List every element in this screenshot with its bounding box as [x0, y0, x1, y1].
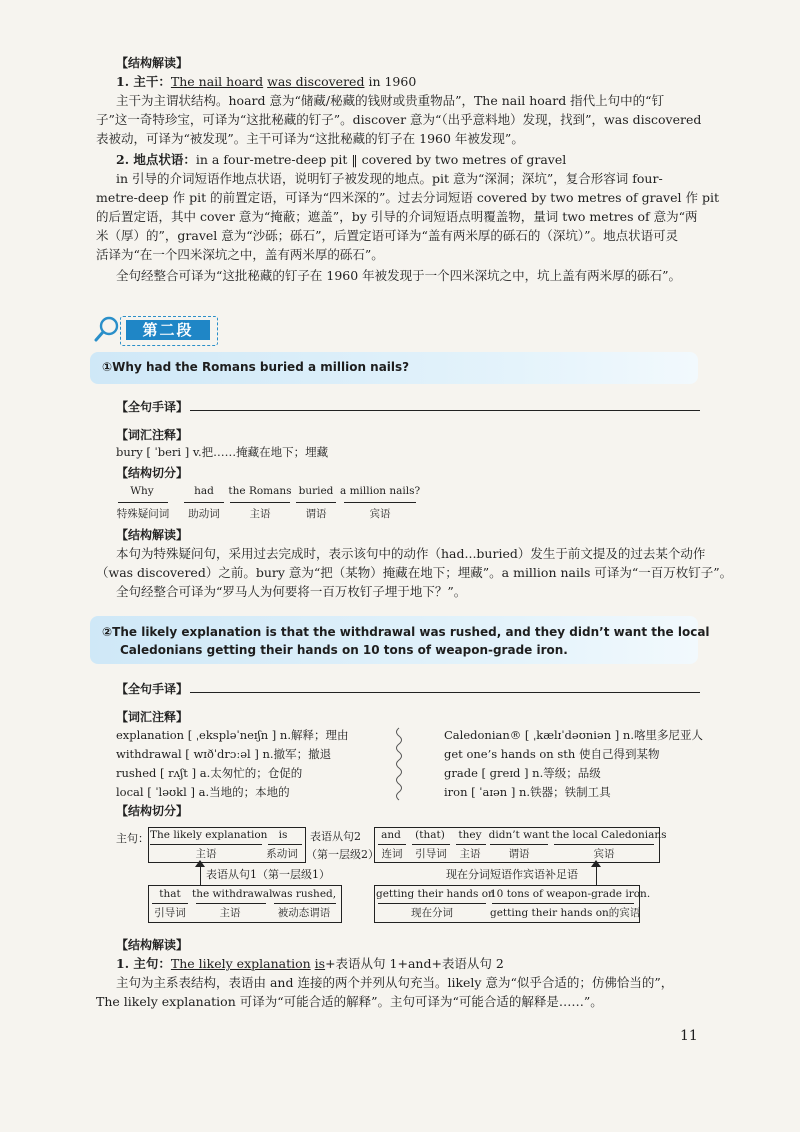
paragraph-line: 主干为主谓状结构。hoard 意为“储藏/秘藏的钱财或贵重物品”，The nail hoard 指代上句中的“钉: [116, 93, 665, 108]
item1-label: 1. 主干：: [116, 74, 171, 89]
q1-part-role: 特殊疑问词: [116, 508, 170, 520]
participle-label: 现在分词短语作宾语补足语: [446, 868, 578, 881]
participle-word: 10 tons of weapon-grade iron.: [490, 888, 651, 900]
clause1-word: that: [159, 888, 181, 900]
paragraph-line: The likely explanation 可译为“可能合适的解释”。主句可译为“可能合适的解释是……”。: [96, 994, 603, 1009]
main-role: 系动词: [266, 848, 298, 860]
q1-struct-label: 【结构切分】: [116, 466, 189, 480]
item1-subject: The nail hoard: [170, 74, 264, 89]
clause1-word: was rushed,: [271, 888, 337, 900]
section-title: 第二段: [126, 320, 210, 340]
main-role: 主语: [195, 848, 217, 860]
summary-line: 全句经整合可译为“这批秘藏的钉子在 1960 年被发现于一个四米深坑之中，坑上盖有两米厚的砾石”。: [116, 268, 682, 283]
clause1-label: 表语从句1（第一层级1）: [206, 868, 330, 881]
q1-part-word: the Romans: [228, 485, 292, 497]
diagram-main-label: 主句：: [116, 832, 149, 845]
paragraph-line: 表被动，可译为“被发现”。主干可译为“这批秘藏的钉子在 1960 年被发现”。: [96, 131, 524, 146]
q2-struct-label: 【结构切分】: [116, 804, 189, 818]
clause1-role: 被动态谓语: [277, 907, 331, 919]
participle-role: 现在分词: [411, 907, 453, 919]
q2-analysis-label: 【结构解读】: [116, 938, 189, 952]
arrow-up-icon: [195, 860, 205, 867]
clause2-role: 引导词: [415, 848, 447, 860]
q1-part-role: 宾语: [369, 508, 391, 520]
main-word: is: [278, 829, 288, 841]
q2-translate-label: 【全句手译】: [116, 682, 189, 696]
question-2-sentence-line2: Caledonians getting their hands on 10 tons of weapon-grade iron.: [120, 643, 568, 657]
q2-vocab-right: iron [ ˈaɪən ] n.铁器；铁制工具: [444, 785, 611, 799]
clause1-role: 引导词: [154, 907, 186, 919]
q1-part-role: 主语: [249, 508, 271, 520]
question-2-box: [90, 616, 710, 664]
clause2-word: they: [458, 829, 482, 841]
q2-translate-blank[interactable]: [190, 678, 700, 693]
q2-analysis-verb: is: [314, 956, 326, 971]
paragraph-line: 米（厚）的”，gravel 意为“沙砾；砾石”，后置定语可译为“盖有两米厚的砾石的（深坑）”。地点状语可灵: [96, 228, 679, 243]
q1-part-word: Why: [130, 485, 154, 497]
q1-vocab-line: bury [ ˈberi ] v.把……掩藏在地下；埋藏: [116, 445, 329, 459]
clause2-label-a: 表语从句2: [310, 830, 361, 843]
item1-tail: in 1960: [368, 74, 417, 89]
paragraph-line: 的后置定语，其中 cover 意为“掩蔽；遮盖”，by 引导的介词短语点明覆盖物，量词 two metres of 意为“两: [96, 209, 698, 224]
item1-heading: [116, 72, 416, 91]
q1-part-word: had: [194, 485, 214, 497]
paragraph-line: 主句为主系表结构，表语由 and 连接的两个并列从句充当。likely 意为“似乎合适的；仿佛恰当的”，: [116, 975, 674, 990]
q1-analysis-label: 【结构解读】: [116, 528, 189, 542]
clause2-word: and: [381, 829, 401, 841]
page-number: 11: [680, 1028, 698, 1044]
clause1-role: 主语: [219, 907, 241, 919]
item2-heading: [116, 150, 566, 169]
q1-translate-label: 【全句手译】: [116, 400, 189, 414]
structure-analysis-heading: 【结构解读】: [116, 56, 189, 70]
q2-vocab-label: 【词汇注释】: [116, 710, 189, 724]
paragraph-line: 本句为特殊疑问句，采用过去完成时，表示该句中的动作（had...buried）发生于前文提及的过去某个动作: [116, 546, 706, 561]
clause2-word: (that): [415, 829, 445, 841]
question-1-box: [90, 352, 698, 384]
q2-vocab-left: rushed [ rʌʃt ] a.太匆忙的；仓促的: [116, 766, 303, 780]
question-2-sentence-line1: ②The likely explanation is that the withdrawal was rushed, and they didn’t want the local: [102, 625, 710, 639]
arrow-up-icon: [591, 860, 601, 867]
clause2-role: 主语: [459, 848, 481, 860]
q2-vocab-right: grade [ ɡreɪd ] n.等级；品级: [444, 766, 601, 780]
q1-part-word: buried: [298, 485, 334, 497]
clause2-role: 宾语: [593, 848, 615, 860]
item2-label: 2. 地点状语：: [116, 152, 196, 167]
q1-part-word: a million nails?: [340, 485, 421, 497]
q2-vocab-right: Caledonian® [ ˌkælɪˈdəʊniən ] n.喀里多尼亚人: [444, 728, 703, 742]
paragraph-line: （was discovered）之前。bury 意为“把（某物）掩藏在地下；埋藏”。a million nails 可译为“一百万枚钉子”。: [96, 565, 733, 580]
item2-text: in a four-metre-deep pit ‖ covered by two metres of gravel: [195, 152, 567, 167]
paragraph-line: 活译为“在一个四米深坑之中，盖有两米厚的砾石”。: [96, 247, 384, 262]
paragraph-line: in 引导的介词短语作地点状语，说明钉子被发现的地点。pit 意为“深洞；深坑”，复合形容词 four-: [116, 171, 663, 186]
q1-part-role: 谓语: [305, 508, 327, 520]
clause1-word: the withdrawal: [192, 888, 273, 900]
clause2-role: 连词: [381, 848, 403, 860]
participle-word: getting their hands on: [376, 888, 495, 900]
paragraph-line: 全句经整合可译为“罗马人为何要将一百万枚钉子埋于地下？”。: [116, 584, 467, 599]
q2-analysis-subject: The likely explanation: [170, 956, 311, 971]
question-1-sentence: ①Why had the Romans buried a million nails?: [102, 360, 410, 374]
magnifier-icon: [92, 314, 122, 344]
q2-vocab-left: explanation [ ˌekspləˈneɪʃn ] n.解释；理由: [116, 728, 349, 742]
q2-vocab-left: withdrawal [ wɪðˈdrɔːəl ] n.撤军；撤退: [116, 747, 332, 761]
clause2-word: the local Caledonians: [552, 829, 667, 841]
q1-translate-blank[interactable]: [190, 396, 700, 411]
item1-verb: was discovered: [267, 74, 365, 89]
q1-part-role: 助动词: [188, 508, 220, 520]
q2-vocab-left: local [ ˈləʊkl ] a.当地的；本地的: [116, 785, 290, 799]
q1-vocab-label: 【词汇注释】: [116, 428, 189, 442]
q2-vocab-right: get one’s hands on sth 使自己得到某物: [444, 747, 660, 761]
q2-analysis-item: [116, 954, 504, 973]
clause2-word: didn’t want: [488, 829, 550, 841]
paragraph-line: metre-deep 作 pit 的前置定语，可译为“四米深的”。过去分词短语 covered by two metres of gravel 作 pit: [96, 190, 719, 205]
divider-squiggle: [392, 726, 406, 802]
q2-analysis-tail: +表语从句 1+and+表语从句 2: [325, 956, 504, 971]
main-word: The likely explanation: [150, 829, 268, 841]
clause2-label-b: （第一层级2）: [306, 848, 379, 861]
participle-role: getting their hands on的宾语: [490, 907, 641, 919]
paragraph-line: 子”这一奇特珍宝，可译为“这批秘藏的钉子”。discover 意为“（出乎意料地）发现，找到”，was discovered: [96, 112, 702, 127]
clause2-role: 谓语: [508, 848, 530, 860]
q2-analysis-item-label: 1. 主句：: [116, 956, 171, 971]
